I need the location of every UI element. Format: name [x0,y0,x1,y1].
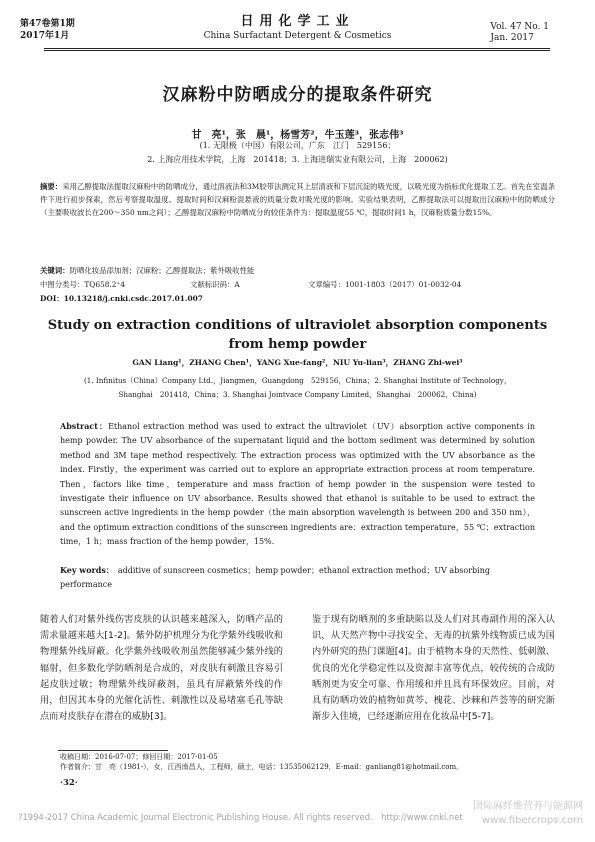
watermark-line-1: 国际麻纤维营养与能源网 [473,801,583,812]
copyright-notice: ?1994-2017 China Academic Journal Electronic Publishing House. All rights reserved. http://www.cnki.net [18,812,463,822]
journal-header [150,14,445,43]
abstract-cn-label: 摘要： [40,182,63,191]
footnote-rule [58,750,168,751]
keywords-cn-label: 关键词： [40,266,70,275]
paper-title-cn: 汉麻粉中防晒成分的提取条件研究 [162,85,433,105]
page-number: ·32· [60,778,78,788]
keywords-cn-text: 防晒化妆品添加剂；汉麻粉；乙醇提取法；紫外吸收性能 [69,266,255,275]
site-watermark [473,800,583,828]
issue-info-cn [20,18,75,42]
volume-en: Vol. 47 No. 1 [490,22,549,32]
keywords-en [60,563,535,593]
issue-info-en [490,22,549,44]
body-paragraph-2: 鉴于现有防晒剂的多重缺陷以及人们对其毒副作用的深入认识，从天然产物中寻找安全、无毒的抗紫外线物质已成为国内外研究的热门课题[4]。由于植物本身的天然性、低刺激、优良的光化学稳定性以及资源丰富等优点，较传统的合成防晒剂更为安全可靠、作用缓和并且具有环保效应。目前，对具有防晒功效的植物如黄芩、槐花、沙棘和芦荟等的研究渐渐步入佳境，已经逐渐应用在化妆品中[5-7]。 [312,614,555,723]
journal-name-cn: 日用化学工业 [240,14,355,29]
abstract-cn-text: 采用乙醇提取法提取汉麻粉中的防晒成分，通过溶液法和3M胶带法测定其上层清液和下层沉淀的吸光度，以吸光度为指标优化提取工艺。首先在室温条件下进行初步探索，然后考察提取温度、提取时间和汉麻粉混悬液的质量分数对吸光度的影响。实验结果表明，乙醇提取法可以提取出汉麻粉中的防晒成分（主要吸收波长在200～350 nm之间）；乙醇提取汉麻粉中防晒成分的较佳条件为：提取温度55 ℃，提取时间1 h，汉麻粉质量分数15%。 [40,182,555,217]
affiliation-cn-2: 2. 上海应用技术学院，上海 201418；3. 上海进瑞实业有限公司，上海 200062) [147,155,448,164]
volume-cn: 第47卷第1期 [20,19,75,29]
header-rule-secondary [44,50,550,51]
footnote-author: 作者简介：甘 亮（1981-），女，江西南昌人，工程师，硕士，电话：13535062129，E-mail：ganliang81@hotmail.com。 [60,763,464,771]
abstract-cn [40,180,555,219]
affiliation-cn-1: (1. 无限极（中国）有限公司，广东 江门 529156； [199,141,396,150]
affiliation-en-1: (1. Infinitus（China）Company Ltd.，Jiangmen，Guangdong 529156，China；2. Shanghai Institute of Technology， [83,376,512,385]
keywords-cn [40,264,555,277]
body-paragraph-1: 随着人们对紫外线伤害皮肤的认识越来越深入，防晒产品的需求量越来越大[1-2]。紫外防护机理分为化学紫外线吸收和物理紫外线屏蔽。化学紫外线吸收剂虽然能够减少紫外线的辐射，但多数化学防晒剂是合成的，对皮肤有刺激且容易引起皮肤过敏；物理紫外线屏蔽剂，虽具有屏蔽紫外线的作用，但因其本身的光催化活性、刺激性以及易堵塞毛孔等缺点而对皮肤存在潜在的威胁[3]。 [40,614,283,723]
affiliations-en [40,374,555,402]
authors-cn: 甘 亮¹，张 晨¹，杨雪芳²，牛玉莲³，张志伟³ [191,130,404,141]
watermark-line-2: www.fibercrops.com [481,815,583,826]
journal-name-en: China Surfactant Detergent & Cosmetics [203,31,392,41]
date-en: Jan. 2017 [490,33,534,43]
document-code: 文献标识码：A [190,280,240,289]
abstract-en [60,419,535,550]
footnote [60,752,463,772]
body-column-right [312,612,555,725]
footnote-received: 收稿日期：2016-07-07；修回日期：2017-01-05 [60,753,218,761]
abstract-en-text: Ethanol extraction method was used to extract the ultraviolet（UV）absorption active components in hemp powder. The UV absorbance of the supernatant liquid and the bottom sediment was determined by solution method and 3M tape method respectively. The extraction process was optimized with the UV absorbance as the index. Firstly，the experiment was carried out to explore an appropriate extraction process at room temperature. Then，factors like time，temperature and mass fraction of hemp powder in the suspension were tested to investigate their influence on UV absorbance. Results showed that ethanol is suitable to be used to extract the sunscreen active ingredients in the hemp powder（the main absorption wavelength is between 200 and 350 nm），and the optimum extraction conditions of the sunscreen ingredients are：extraction temperature，55 ℃；extraction time，1 h；mass fraction of the hemp powder，15%. [60,422,535,547]
paper-title-en: Study on extraction conditions of ultraviolet absorption components from hemp powder [47,318,548,352]
header-rule [44,48,550,49]
body-column-left [40,612,283,725]
authors-en: GAN Liang¹，ZHANG Chen¹，YANG Xue-fang²，NIU Yu-lian³，ZHANG Zhi-wei³ [132,358,463,367]
article-number: 文章编号：1001-1803（2017）01-0032-04 [308,280,462,289]
clc-number: 中图分类号：TQ658.2⁺4 [40,280,126,289]
doi: DOI：10.13218/j.cnki.csdc.2017.01.007 [40,294,203,303]
keywords-en-label: Key words： [60,565,110,575]
abstract-en-label: Abstract： [60,421,109,431]
affiliation-en-2: Shanghai 201418，China；3. Shanghai Jointvace Company Limited，Shanghai 200062，China) [118,390,477,399]
keywords-en-text: additive of sunscreen cosmetics；hemp powder；ethanol extraction method；UV absorbing performance [60,566,491,590]
date-cn: 2017年1月 [20,31,70,41]
